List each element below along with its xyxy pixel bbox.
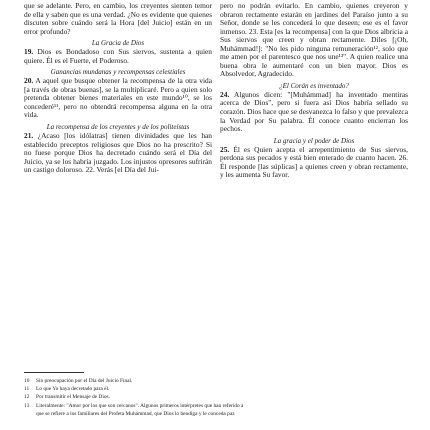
footnote xyxy=(24,377,406,385)
verse-21 xyxy=(24,132,212,175)
footnote-number: 10 xyxy=(24,378,30,384)
footnote xyxy=(24,385,406,393)
footnote xyxy=(24,410,406,418)
left-intro-paragraph: que se adelante. Pero, en cambio, los creyentes sienten temor de ella y saben que es una verdad. ¿No es evidente que quienes discuten sobre cuándo será la Hora [del Juicio] están en un error profundo? xyxy=(24,1,212,36)
footnote-text: Por transmitir el Mensaje de Dios. xyxy=(36,394,110,401)
verse-24 xyxy=(220,91,408,134)
footnote-number: 13 xyxy=(24,402,30,409)
verse-number: 20. xyxy=(24,76,34,86)
verse-number: 21. xyxy=(24,131,34,141)
footnote-number: 12 xyxy=(24,394,30,401)
footnote-number: 11 xyxy=(24,386,30,393)
verse-20 xyxy=(24,77,212,120)
footnote-text: Lo que Yo haya decretado para él. xyxy=(36,386,110,393)
footnote xyxy=(24,402,406,410)
verse-text: Algunos dicen: "[Muhámmad] ha inventado mentiras acerca de Dios", pero si fuera así Dios habría sellado su corazón. Dios hace que se desvanezca lo falso y que prevalezca la Verdad por Su palabra. Él conoce cuanto encierran los pechos. xyxy=(220,89,408,134)
footnote-text: Sin preocupación por el Día del Juicio Final. xyxy=(36,378,133,384)
section-heading-rewards: Ganancias mundanas y recompensas celestiales xyxy=(50,68,186,77)
footnotes xyxy=(24,377,406,418)
verse-text: A aquel que busque obtener la recompensa de la otra vida [a través de obras buenas], se la multiplicaré. Pero a quien solo pretenda obtener bienes materiales en este mundo¹⁰, se los concederé¹¹, pero no obtendrá recompensa alguna en la otra vida. xyxy=(24,76,212,120)
verse-25 xyxy=(220,146,408,180)
left-column xyxy=(24,2,212,175)
verse-number: 25. xyxy=(220,144,230,154)
verse-number: 24. xyxy=(220,89,230,99)
verse-text: Dios es Bondadoso con Sus siervos, sustenta a quien quiere. Él es el Fuerte, el Poderoso. xyxy=(24,47,212,65)
right-intro-paragraph: pero no podrán evitarlo. En cambio, quienes creyeron y obraron rectamente estarán en jardines del Paraíso junto a su Señor, donde se les concederá lo que deseen; ese es el favor inmenso. 23. Esta [es la recompensa] con la que Dios albricia a Sus siervos que creen y obran rectamente. Diles [¡Oh, Muhámmad!]: "No les pido ninguna remuneración¹², solo que me amen por el parentesco que nos une¹³". A quien realice una buena obra le aumentaré con un bien mayor. Dios es Absolvedor, Agradecido. xyxy=(220,1,408,79)
footnote-text: Literalmente: "Amor por los que son cercanos". Algunos primeros intérpretes que han referido a xyxy=(36,402,244,409)
verse-number: 19. xyxy=(24,47,34,57)
footnote xyxy=(24,393,406,401)
footnote-number xyxy=(24,410,32,418)
section-heading-grace: La Gracia de Dios xyxy=(91,39,145,48)
verse-text: Él es Quien acepta el arrepentimiento de Sus siervos, perdona sus pecados y está bien enterado de cuanto hacen. 26. Él responde [las súplicas] a quienes creen y obran rectamente, y les aumenta Su favor. xyxy=(220,144,408,180)
section-heading-believers: La recompensa de los creyentes y de los politeístas xyxy=(46,123,190,132)
footnote-text: que se refiere a los familiares del Profeta Muhámmad, que Dios lo bendiga y le conceda paz xyxy=(36,410,235,417)
section-heading-quran: ¿El Corán es inventado? xyxy=(279,81,349,90)
verse-text: ¿Acaso [los idólatras] tienen divinidades que les han establecido preceptos religiosos que Dios no ha prescrito? Si no fuese porque Dios ha decretado cuándo será el Día del Juicio, ya se los habría juzgado. Los injustos opresores sufrirán un castigo doloroso. 22. Verás [el Día del Jui- xyxy=(24,131,212,175)
section-heading-power: La gracia y el poder de Dios xyxy=(273,136,355,145)
verse-19 xyxy=(24,48,212,65)
footnote-divider xyxy=(24,372,84,373)
right-column xyxy=(220,2,408,180)
